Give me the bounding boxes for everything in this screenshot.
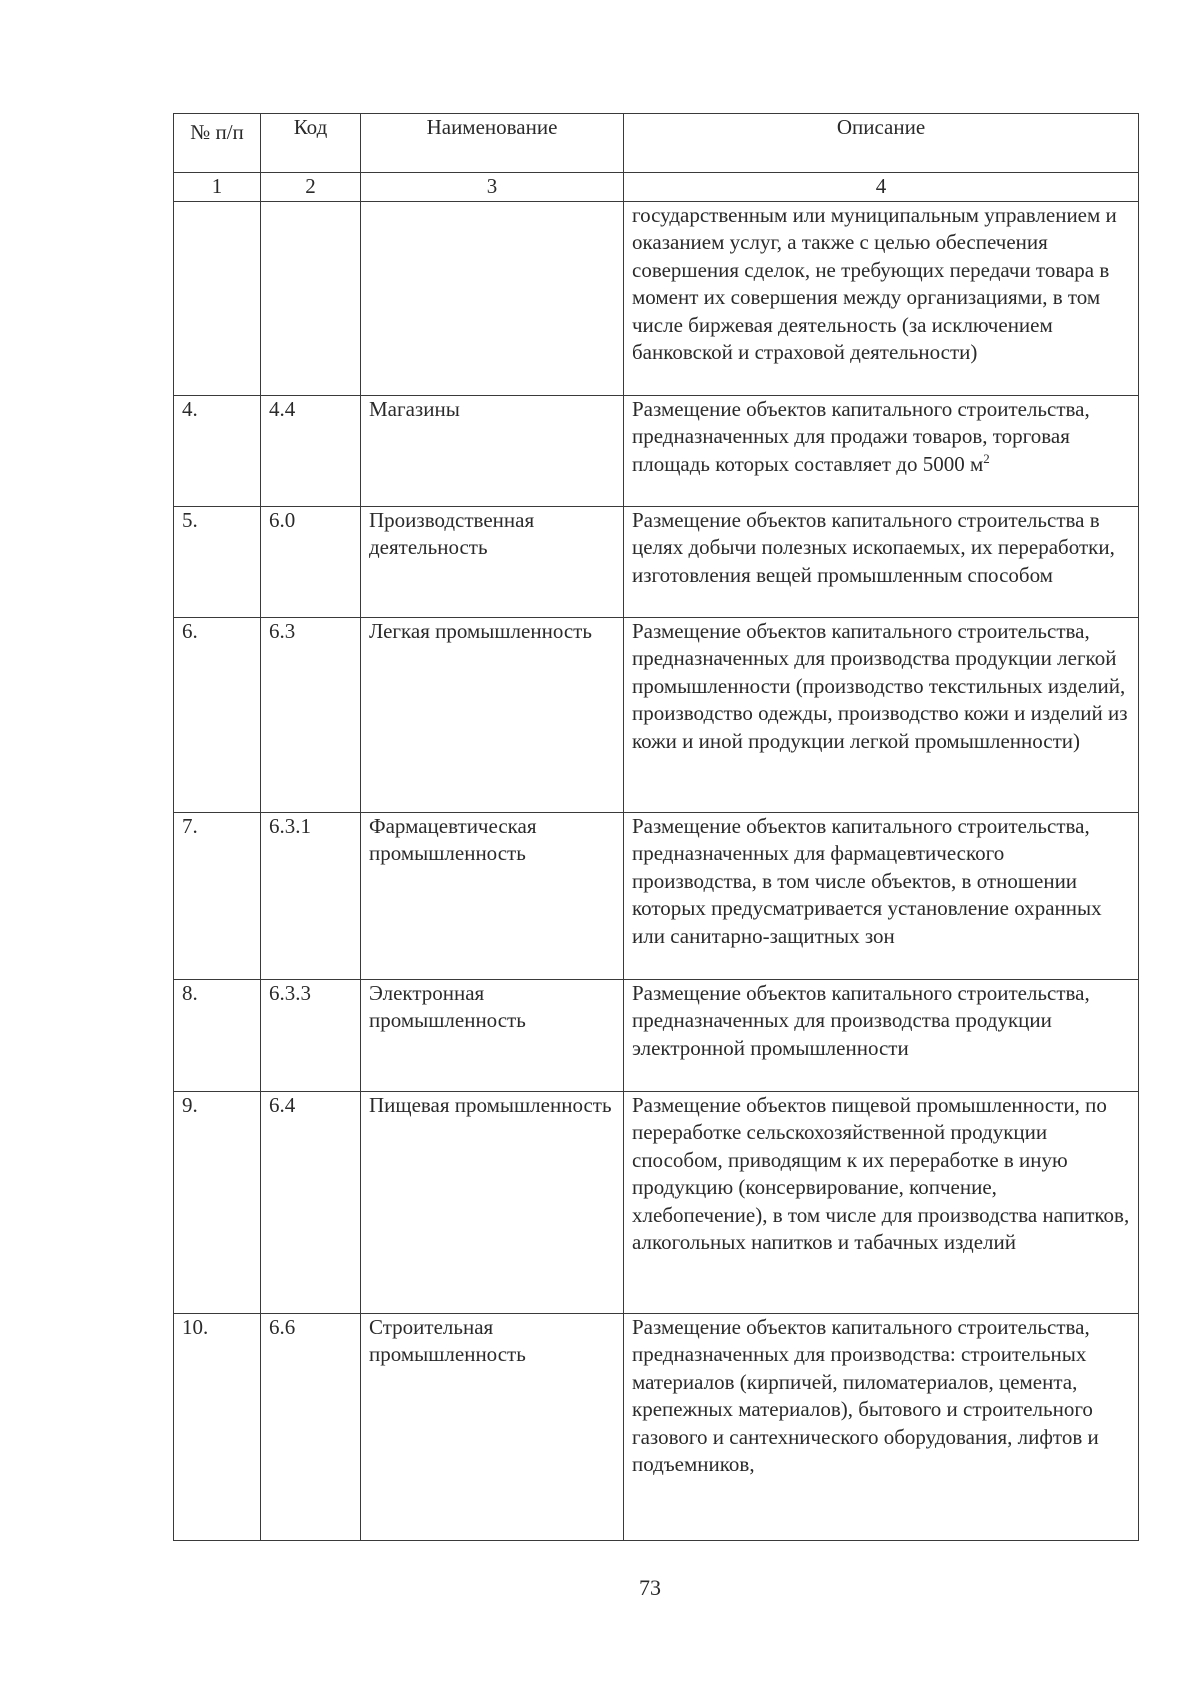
index-cell: 1 xyxy=(174,173,261,202)
table-row xyxy=(174,1091,1139,1313)
row-code: 6.4 xyxy=(261,1091,361,1313)
header-description: Описание xyxy=(624,114,1139,173)
description-text: Размещение объектов капитального строительства, предназначенных для продажи товаров, торговая площадь которых составляет до 5000 м xyxy=(632,396,1090,476)
table-row xyxy=(174,617,1139,812)
row-code: 6.6 xyxy=(261,1313,361,1540)
land-use-table xyxy=(173,113,1139,1541)
row-code: 6.3.3 xyxy=(261,979,361,1091)
row-num: 7. xyxy=(174,812,261,979)
row-name: Магазины xyxy=(361,395,624,506)
row-num: 5. xyxy=(174,506,261,617)
column-index-row xyxy=(174,173,1139,202)
table-row xyxy=(174,1313,1139,1540)
superscript: 2 xyxy=(983,450,990,466)
row-description: Размещение объектов капитального строительства, предназначенных для производства продукции электронной промышленности xyxy=(624,979,1139,1091)
row-description: Размещение объектов капитального строительства, предназначенных для производства: строительных материалов (кирпичей, пиломатериалов, цемента, крепежных материалов), бытового и строительного газового и сантехнического оборудования, лифтов и подъемников, xyxy=(624,1313,1139,1540)
index-cell: 4 xyxy=(624,173,1139,202)
row-name: Строительная промышленность xyxy=(361,1313,624,1540)
table-row xyxy=(174,812,1139,979)
table-row xyxy=(174,506,1139,617)
table-row xyxy=(174,979,1139,1091)
row-description: Размещение объектов капитального строительства в целях добычи полезных ископаемых, их переработки, изготовления вещей промышленным способом xyxy=(624,506,1139,617)
row-code: 6.0 xyxy=(261,506,361,617)
row-name: Пищевая промышленность xyxy=(361,1091,624,1313)
row-description: Размещение объектов капитального строительства, предназначенных для фармацевтического производства, в том числе объектов, в отношении которых предусматривается установление охранных или санитарно-защитных зон xyxy=(624,812,1139,979)
row-num: 10. xyxy=(174,1313,261,1540)
row-code: 4.4 xyxy=(261,395,361,506)
row-name xyxy=(361,201,624,395)
page-number: 73 xyxy=(639,1575,661,1600)
row-code: 6.3 xyxy=(261,617,361,812)
row-description xyxy=(624,395,1139,506)
row-num: 6. xyxy=(174,617,261,812)
row-name: Электронная промышленность xyxy=(361,979,624,1091)
row-name: Производственная деятельность xyxy=(361,506,624,617)
row-num: 4. xyxy=(174,395,261,506)
row-description: Размещение объектов пищевой промышленности, по переработке сельскохозяйственной продукции способом, приводящим к их переработке в иную продукцию (консервирование, копчение, хлебопечение), в том числе для производства напитков, алкогольных напитков и табачных изделий xyxy=(624,1091,1139,1313)
row-name: Легкая промышленность xyxy=(361,617,624,812)
row-description: государственным или муниципальным управлением и оказанием услуг, а также с целью обеспечения совершения сделок, не требующих передачи товара в момент их совершения между организациями, в том числе биржевая деятельность (за исключением банковской и страховой деятельности) xyxy=(624,201,1139,395)
row-code xyxy=(261,201,361,395)
row-description: Размещение объектов капитального строительства, предназначенных для производства продукции легкой промышленности (производство текстильных изделий, производство одежды, производство кожи и изделий из кожи и иной продукции легкой промышленности) xyxy=(624,617,1139,812)
header-name: Наименование xyxy=(361,114,624,173)
row-num xyxy=(174,201,261,395)
table-row xyxy=(174,201,1139,395)
table-row xyxy=(174,395,1139,506)
header-row xyxy=(174,114,1139,173)
index-cell: 3 xyxy=(361,173,624,202)
index-cell: 2 xyxy=(261,173,361,202)
row-num: 9. xyxy=(174,1091,261,1313)
row-name: Фармацевтическая промышленность xyxy=(361,812,624,979)
header-num: № п/п xyxy=(174,114,261,173)
row-num: 8. xyxy=(174,979,261,1091)
header-code: Код xyxy=(261,114,361,173)
row-code: 6.3.1 xyxy=(261,812,361,979)
